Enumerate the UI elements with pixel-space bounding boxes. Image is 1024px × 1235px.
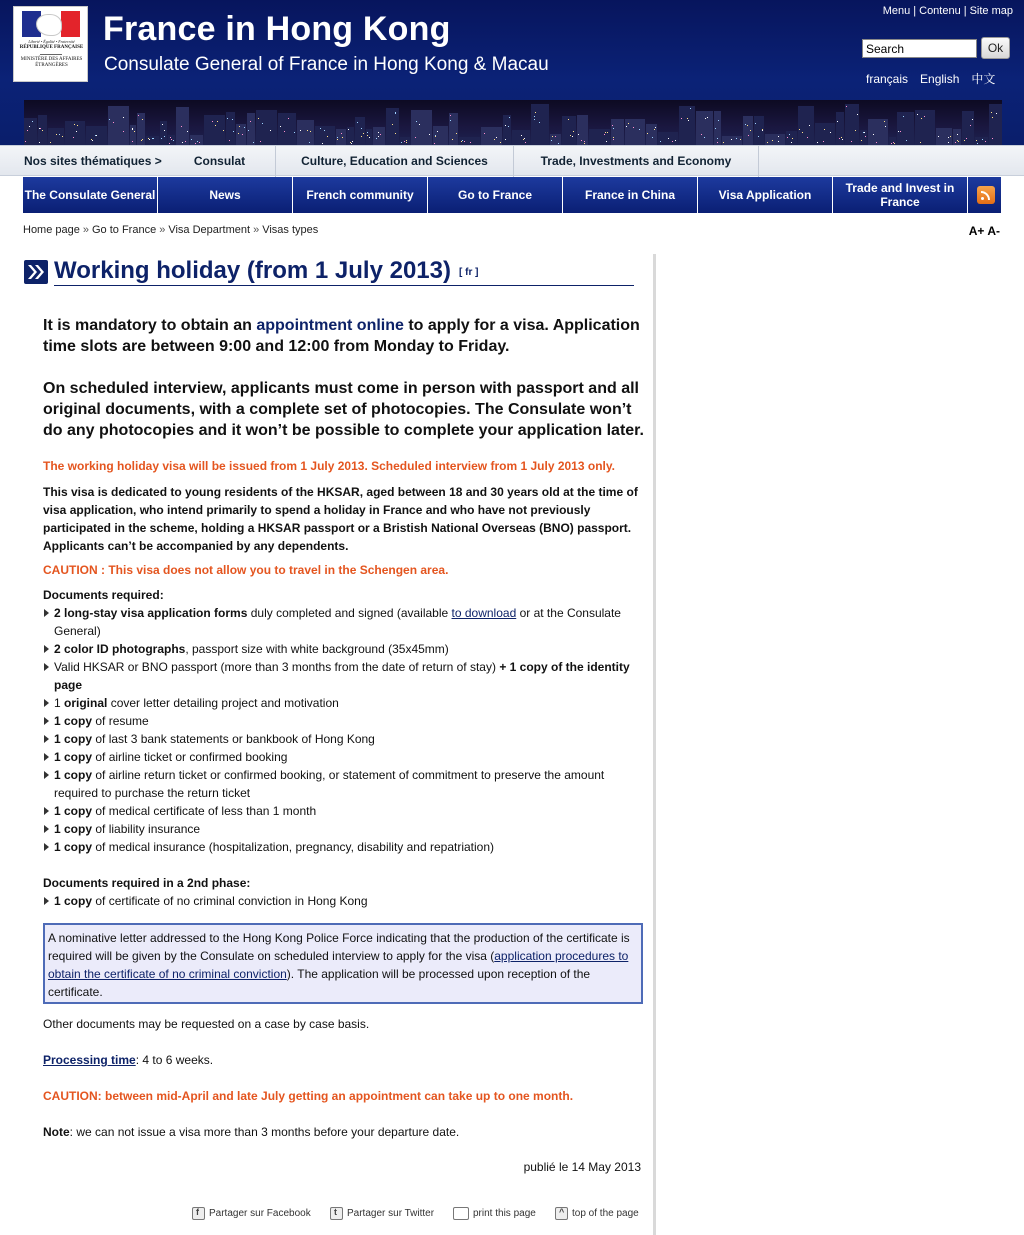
nav-french-community[interactable]: French community — [293, 177, 428, 213]
nav-consulat[interactable]: Consulat — [164, 146, 276, 177]
site-map-link[interactable]: Site map — [969, 5, 1013, 17]
list-item: 2 color ID photographs, passport size with white background (35x45mm) — [43, 640, 647, 658]
breadcrumb-visa-department[interactable]: Visa Department — [168, 224, 251, 236]
logo-ministry: MINISTÈRE DES AFFAIRES ÉTRANGÈRES — [20, 57, 83, 68]
breadcrumb: Home page » Go to France » Visa Department » Visas types — [23, 224, 319, 236]
french-version-link[interactable]: [ fr ] — [459, 267, 479, 278]
list-item: 1 copy of medical certificate of less than 1 month — [43, 802, 647, 820]
page-title: Working holiday (from 1 July 2013) — [54, 257, 451, 284]
main-nav — [23, 177, 1001, 213]
processing-time-link[interactable]: Processing time — [43, 1053, 136, 1067]
top-links: Menu | Contenu | Site map — [882, 5, 1013, 17]
print-page-link[interactable]: print this page — [453, 1207, 536, 1220]
schengen-warning: CAUTION : This visa does not allow you to travel in the Schengen area. — [43, 563, 449, 577]
nav-france-in-china[interactable]: France in China — [563, 177, 698, 213]
nav-culture-education-sciences[interactable]: Culture, Education and Sciences — [276, 146, 514, 177]
breadcrumb-go-to-france[interactable]: Go to France — [92, 224, 157, 236]
other-documents-text: Other documents may be requested on a case by case basis. — [43, 1017, 370, 1031]
nav-trade-investments-economy[interactable]: Trade, Investments and Economy — [514, 146, 759, 177]
certificate-procedures-link[interactable]: application procedures to obtain the certificate of no criminal conviction — [48, 949, 629, 981]
police-letter-note: A nominative letter addressed to the Hong Kong Police Force indicating that the production of the certificate is required will be given by the Consulate on scheduled interview to apply for the visa (application procedures to obtain the certificate of no criminal conviction). The application will be processed upon reception of the certificate. — [43, 923, 643, 1004]
printer-icon — [453, 1207, 469, 1220]
list-item: 1 copy of last 3 bank statements or bankbook of Hong Kong — [43, 730, 647, 748]
documents-2nd-phase-heading: Documents required in a 2nd phase: — [43, 876, 251, 890]
visa-description: This visa is dedicated to young residents of the HKSAR, aged between 18 and 30 years old at the time of visa application, who intend primarily to spend a holiday in France and who have not previously participated in the scheme, holding a HKSAR passport or a Bristish National Overseas (BNO) passport. Applicants can’t be accompanied by any dependents. — [43, 485, 638, 553]
breadcrumb-visas-types[interactable]: Visas types — [262, 224, 319, 236]
breadcrumb-home[interactable]: Home page — [23, 224, 80, 236]
search-input[interactable] — [862, 39, 977, 58]
content-link[interactable]: Contenu — [919, 5, 961, 17]
list-item: 2 long-stay visa application forms duly completed and signed (available to download or at the Consulate General) — [43, 604, 647, 640]
font-size-controls[interactable]: A+ A- — [968, 224, 1000, 238]
issue-date-warning: The working holiday visa will be issued from 1 July 2013. Scheduled interview from 1 July 2013 only. — [43, 459, 615, 473]
share-twitter-link[interactable]: t Partager sur Twitter — [330, 1207, 434, 1220]
ministry-logo[interactable] — [13, 6, 88, 82]
article — [22, 254, 656, 1235]
nav-consulate-general[interactable]: The Consulate General — [23, 177, 158, 213]
search-button[interactable]: Ok — [981, 37, 1010, 59]
arrow-up-icon — [555, 1207, 568, 1220]
lang-francais[interactable]: français — [866, 72, 909, 86]
list-item: 1 copy of airline return ticket or confirmed booking, or statement of commitment to preserve the amount required to purchase the return ticket — [43, 766, 647, 802]
logo-republic: RÉPUBLIQUE FRANÇAISE — [19, 45, 84, 50]
double-chevron-icon — [24, 260, 48, 284]
documents-list — [43, 604, 647, 856]
intro-appointment: It is mandatory to obtain an appointment online to apply for a visa. Application time slots are between 9:00 and 12:00 from Monday to Friday. — [43, 317, 640, 355]
publication-date: publié le 14 May 2013 — [523, 1160, 641, 1174]
documents-2nd-phase-list — [43, 892, 647, 910]
list-item: 1 copy of certificate of no criminal conviction in Hong Kong — [43, 892, 647, 910]
list-item: 1 copy of medical insurance (hospitalization, pregnancy, disability and repatriation) — [43, 838, 647, 856]
lang-english[interactable]: English — [920, 72, 960, 86]
marianne-flag-icon — [22, 11, 80, 37]
list-item: 1 copy of liability insurance — [43, 820, 647, 838]
list-item: 1 copy of resume — [43, 712, 647, 730]
processing-time: Processing time: 4 to 6 weeks. — [43, 1053, 214, 1067]
share-facebook-link[interactable]: f Partager sur Facebook — [192, 1207, 311, 1220]
documents-heading: Documents required: — [43, 588, 164, 602]
download-forms-link[interactable]: to download — [451, 606, 517, 620]
intro-interview: On scheduled interview, applicants must come in person with passport and all original documents, with a complete set of photocopies. The Consulate won’t do any photocopies and it won’t be possible to complete your application later. — [43, 380, 644, 439]
appointment-online-link[interactable]: appointment online — [256, 317, 404, 334]
twitter-icon — [330, 1207, 343, 1220]
nav-news[interactable]: News — [158, 177, 293, 213]
list-item: 1 copy of airline ticket or confirmed booking — [43, 748, 647, 766]
site-subtitle: Consulate General of France in Hong Kong & Macau — [104, 54, 549, 75]
thematic-sites-label: Nos sites thématiques > — [24, 154, 162, 168]
share-bar — [192, 1207, 646, 1225]
appointment-delay-warning: CAUTION: between mid-April and late July getting an appointment can take up to one month. — [43, 1089, 574, 1103]
nav-go-to-france[interactable]: Go to France — [428, 177, 563, 213]
departure-note: Note: we can not issue a visa more than 3 months before your departure date. — [43, 1125, 460, 1139]
logo-motto: Liberté • Égalité • Fraternité — [28, 39, 75, 44]
top-of-page-link[interactable]: ^ top of the page — [555, 1207, 639, 1220]
facebook-icon — [192, 1207, 205, 1220]
language-switcher — [866, 70, 1007, 87]
rss-icon — [977, 186, 995, 204]
rss-button[interactable] — [968, 177, 1001, 213]
menu-link[interactable]: Menu — [882, 5, 911, 17]
thematic-sites-nav — [0, 145, 1024, 176]
site-header — [0, 0, 1024, 145]
list-item: 1 original cover letter detailing project and motivation — [43, 694, 647, 712]
lang-chinese[interactable]: 中文 — [971, 72, 996, 86]
nav-visa-application[interactable]: Visa Application — [698, 177, 833, 213]
list-item: Valid HKSAR or BNO passport (more than 3 months from the date of return of stay) + 1 copy of the identity page — [43, 658, 647, 694]
site-title[interactable]: France in Hong Kong — [103, 10, 451, 48]
nav-trade-invest-france[interactable]: Trade and Invest in France — [833, 177, 968, 213]
hong-kong-skyline-banner — [24, 100, 1002, 145]
